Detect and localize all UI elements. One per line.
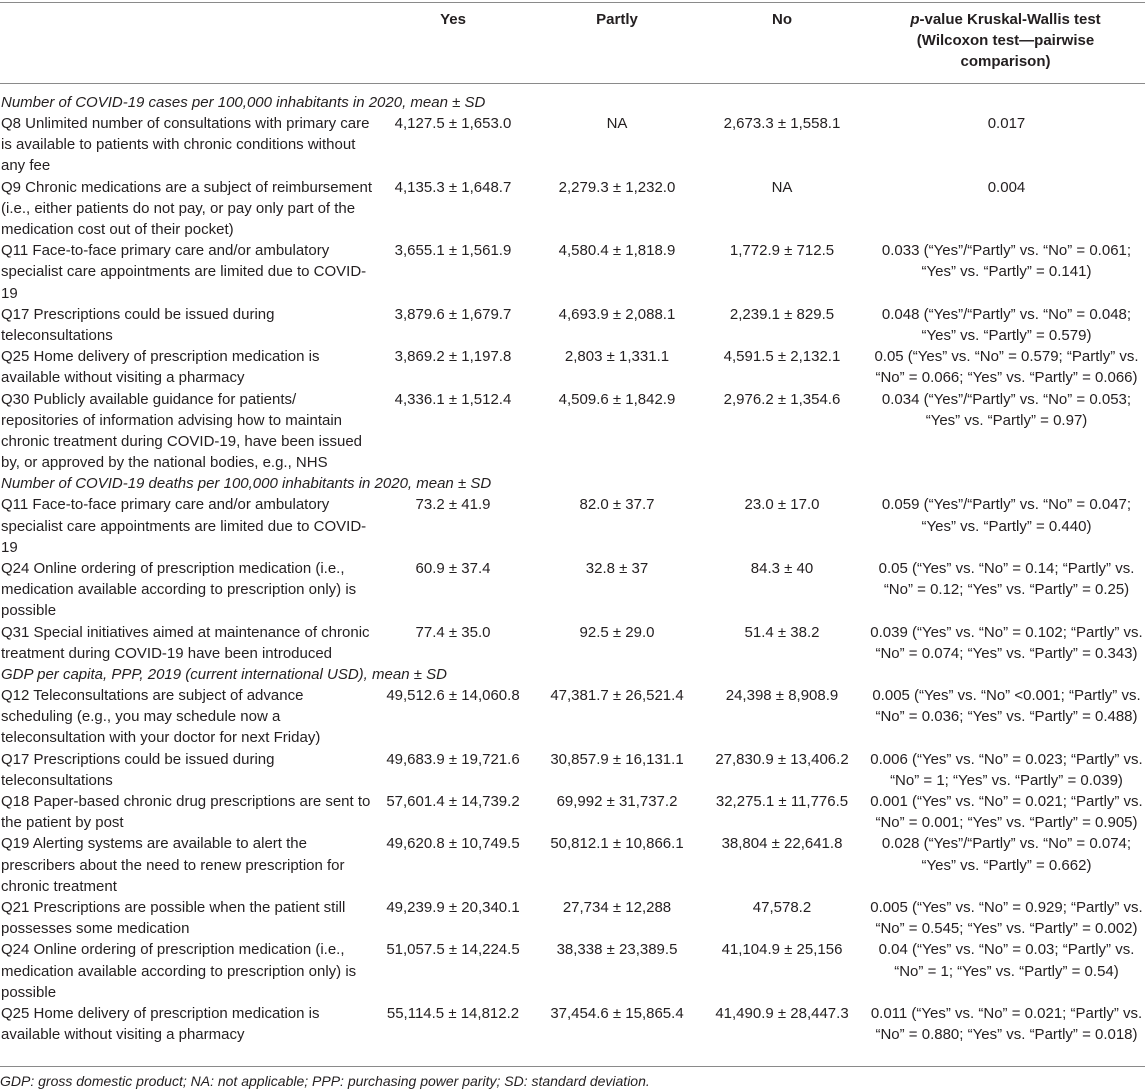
cell-no: 24,398 ± 8,908.9: [725, 686, 839, 704]
table-row: [0, 939, 1145, 1003]
table-row: [0, 558, 1145, 622]
table-header: [0, 9, 1145, 81]
header-p-line2: (Wilcoxon test—pairwise: [916, 32, 1095, 49]
cell-p-value: 0.006 (“Yes” vs. “No” = 0.023; “Partly” vs. “No” = 1; “Yes” vs. “Partly” = 0.039): [870, 750, 1143, 789]
section-title-cases: Number of COVID-19 cases per 100,000 inhabitants in 2020, mean ± SD: [1, 94, 486, 111]
cell-p-value: 0.05 (“Yes” vs. “No” = 0.579; “Partly” vs. “No” = 0.066; “Yes” vs. “Partly” = 0.066): [874, 348, 1139, 387]
cell-yes: 73.2 ± 41.9: [415, 496, 491, 514]
row-label: Q24 Online ordering of prescription medication (i.e., medication available according to prescription only) is possible: [1, 941, 357, 1001]
row-label: Q25 Home delivery of prescription medication is available without visiting a pharmacy: [1, 348, 320, 387]
cell-no: 23.0 ± 17.0: [744, 496, 820, 514]
row-label: Q17 Prescriptions could be issued during teleconsultations: [1, 750, 275, 789]
table-row: [0, 791, 1145, 833]
cell-p-value: 0.059 (“Yes”/“Partly” vs. “No” = 0.047; “Yes” vs. “Partly” = 0.440): [881, 496, 1132, 535]
table-row: [0, 622, 1145, 664]
table-bottom-rule: [0, 1066, 1145, 1067]
cell-partly: 32.8 ± 37: [585, 559, 649, 577]
row-label: Q21 Prescriptions are possible when the patient still possesses some medication: [1, 898, 346, 938]
row-label: Q19 Alerting systems are available to alert the prescribers about the need to renew prescription for chronic treatment: [1, 835, 345, 895]
cell-yes: 4,127.5 ± 1,653.0: [394, 115, 512, 132]
cell-yes: 4,135.3 ± 1,648.7: [394, 178, 512, 196]
row-label: Q8 Unlimited number of consultations with primary care is available to patients with chronic conditions without any fee: [1, 115, 370, 175]
row-label: Q11 Face-to-face primary care and/or ambulatory specialist care appointments are limited due to COVID-19: [1, 496, 367, 556]
row-label: Q31 Special initiatives aimed at maintenance of chronic treatment during COVID-19 have been introduced: [1, 623, 370, 662]
cell-partly: 38,338 ± 23,389.5: [556, 941, 678, 959]
table-row: [0, 833, 1145, 897]
row-label: Q30 Publicly available guidance for patients/ repositories of information advising how to maintain chronic treatment during COVID-19, have been issued by, or approved by the national bodies, e.g., NHS: [1, 390, 363, 472]
table-row: [0, 494, 1145, 558]
header-p-value: [866, 9, 1145, 72]
table-row: [0, 749, 1145, 791]
cell-yes: 49,683.9 ± 19,721.6: [386, 750, 520, 768]
cell-no: 38,804 ± 22,641.8: [721, 835, 843, 853]
cell-partly: 4,509.6 ± 1,842.9: [558, 390, 676, 408]
cell-no: 2,673.3 ± 1,558.1: [723, 115, 841, 132]
table-row: [0, 177, 1145, 241]
cell-p-value: 0.034 (“Yes”/“Partly” vs. “No” = 0.053; “Yes” vs. “Partly” = 0.97): [881, 390, 1132, 429]
cell-p-value: 0.04 (“Yes” vs. “No” = 0.03; “Partly” vs. “No” = 1; “Yes” vs. “Partly” = 0.54): [878, 941, 1135, 980]
cell-no: 27,830.9 ± 13,406.2: [715, 750, 849, 768]
cell-p-value: 0.001 (“Yes” vs. “No” = 0.021; “Partly” vs. “No” = 0.001; “Yes” vs. “Partly” = 0.905): [870, 792, 1143, 832]
row-label: Q9 Chronic medications are a subject of reimbursement (i.e., either patients do not pay, or pay only part of the medication cost out of their pocket): [1, 178, 373, 238]
header-p-line3: comparison): [960, 53, 1051, 70]
cell-yes: 57,601.4 ± 14,739.2: [386, 792, 520, 810]
cell-no: 32,275.1 ± 11,776.5: [715, 792, 849, 810]
cell-p-value: 0.048 (“Yes”/“Partly” vs. “No” = 0.048; “Yes” vs. “Partly” = 0.579): [881, 305, 1132, 344]
table-row: [0, 1003, 1145, 1045]
cell-yes: 4,336.1 ± 1,512.4: [394, 390, 512, 408]
cell-partly: 27,734 ± 12,288: [562, 898, 672, 916]
table-row: [0, 685, 1145, 749]
cell-no: 51.4 ± 38.2: [744, 623, 820, 641]
cell-p-value: 0.039 (“Yes” vs. “No” = 0.102; “Partly” vs. “No” = 0.074; “Yes” vs. “Partly” = 0.343): [870, 623, 1143, 662]
cell-no: 41,490.9 ± 28,447.3: [715, 1004, 849, 1022]
header-yes: Yes: [440, 11, 466, 28]
cell-p-value: 0.011 (“Yes” vs. “No” = 0.021; “Partly” vs. “No” = 0.880; “Yes” vs. “Partly” = 0.018): [870, 1004, 1143, 1044]
cell-no: 2,976.2 ± 1,354.6: [723, 390, 841, 408]
cell-partly: 92.5 ± 29.0: [579, 623, 655, 641]
cell-p-value: 0.05 (“Yes” vs. “No” = 0.14; “Partly” vs. “No” = 0.12; “Yes” vs. “Partly” = 0.25): [878, 559, 1135, 599]
cell-p-value: 0.005 (“Yes” vs. “No” <0.001; “Partly” vs. “No” = 0.036; “Yes” vs. “Partly” = 0.488): [872, 686, 1141, 726]
cell-p-value: 0.028 (“Yes”/“Partly” vs. “No” = 0.074; “Yes” vs. “Partly” = 0.662): [881, 835, 1132, 874]
cell-p-value: 0.004: [987, 178, 1026, 196]
cell-partly: 4,693.9 ± 2,088.1: [558, 305, 676, 323]
cell-yes: 49,512.6 ± 14,060.8: [386, 686, 520, 704]
cell-yes: 49,239.9 ± 20,340.1: [386, 898, 520, 916]
header-no: No: [772, 11, 792, 28]
cell-no: 41,104.9 ± 25,156: [721, 941, 843, 959]
cell-no: 1,772.9 ± 712.5: [729, 242, 835, 260]
cell-yes: 3,655.1 ± 1,561.9: [394, 242, 512, 260]
cell-partly: NA: [606, 115, 628, 132]
cell-p-value: 0.005 (“Yes” vs. “No” = 0.929; “Partly” vs. “No” = 0.545; “Yes” vs. “Partly” = 0.002): [870, 898, 1143, 938]
cell-partly: 37,454.6 ± 15,865.4: [550, 1004, 684, 1022]
cell-p-value: 0.017: [987, 115, 1026, 132]
cell-yes: 55,114.5 ± 14,812.2: [386, 1004, 520, 1022]
row-label: Q12 Teleconsultations are subject of advance scheduling (e.g., you may schedule now a teleconsultation with your doctor for next Friday): [1, 686, 321, 747]
header-rule: [0, 83, 1145, 84]
cell-yes: 77.4 ± 35.0: [415, 623, 491, 641]
header-partly: Partly: [596, 11, 638, 28]
table-row: [0, 113, 1145, 177]
section-title-deaths: Number of COVID-19 deaths per 100,000 inhabitants in 2020, mean ± SD: [1, 475, 492, 493]
header-p-line1: p-value Kruskal-Wallis test: [910, 11, 1101, 28]
cell-no: 2,239.1 ± 829.5: [729, 305, 835, 323]
cell-no: NA: [771, 178, 793, 196]
table-top-rule: [0, 2, 1145, 3]
table-row: [0, 240, 1145, 304]
cell-no: 84.3 ± 40: [750, 559, 814, 577]
cell-yes: 60.9 ± 37.4: [415, 559, 491, 577]
cell-partly: 50,812.1 ± 10,866.1: [550, 835, 684, 853]
table-footnote: GDP: gross domestic product; NA: not applicable; PPP: purchasing power parity; SD: standard deviation.: [0, 1073, 650, 1089]
table-row: [0, 897, 1145, 939]
row-label: Q17 Prescriptions could be issued during teleconsultations: [1, 305, 275, 344]
cell-p-value: 0.033 (“Yes”/“Partly” vs. “No” = 0.061; “Yes” vs. “Partly” = 0.141): [881, 242, 1132, 281]
cell-yes: 3,879.6 ± 1,679.7: [394, 305, 512, 323]
cell-partly: 30,857.9 ± 16,131.1: [550, 750, 684, 768]
table-row: [0, 304, 1145, 346]
table-row: [0, 346, 1145, 388]
cell-partly: 2,803 ± 1,331.1: [564, 348, 670, 366]
row-label: Q18 Paper-based chronic drug prescriptions are sent to the patient by post: [1, 792, 371, 832]
table-body: [0, 92, 1145, 1045]
cell-yes: 51,057.5 ± 14,224.5: [386, 941, 520, 959]
cell-no: 47,578.2: [752, 898, 812, 916]
cell-partly: 47,381.7 ± 26,521.4: [550, 686, 684, 704]
cell-partly: 82.0 ± 37.7: [579, 496, 655, 514]
table-row: [0, 389, 1145, 474]
row-label: Q25 Home delivery of prescription medication is available without visiting a pharmacy: [1, 1004, 320, 1044]
cell-partly: 2,279.3 ± 1,232.0: [558, 178, 676, 196]
row-label: Q11 Face-to-face primary care and/or ambulatory specialist care appointments are limited due to COVID-19: [1, 242, 367, 302]
section-title-gdp: GDP per capita, PPP, 2019 (current international USD), mean ± SD: [1, 665, 447, 683]
cell-yes: 3,869.2 ± 1,197.8: [394, 348, 512, 366]
cell-no: 4,591.5 ± 2,132.1: [723, 348, 841, 366]
cell-yes: 49,620.8 ± 10,749.5: [386, 835, 520, 853]
row-label: Q24 Online ordering of prescription medication (i.e., medication available according to prescription only) is possible: [1, 559, 357, 620]
cell-partly: 4,580.4 ± 1,818.9: [558, 242, 676, 260]
cell-partly: 69,992 ± 31,737.2: [556, 792, 678, 810]
